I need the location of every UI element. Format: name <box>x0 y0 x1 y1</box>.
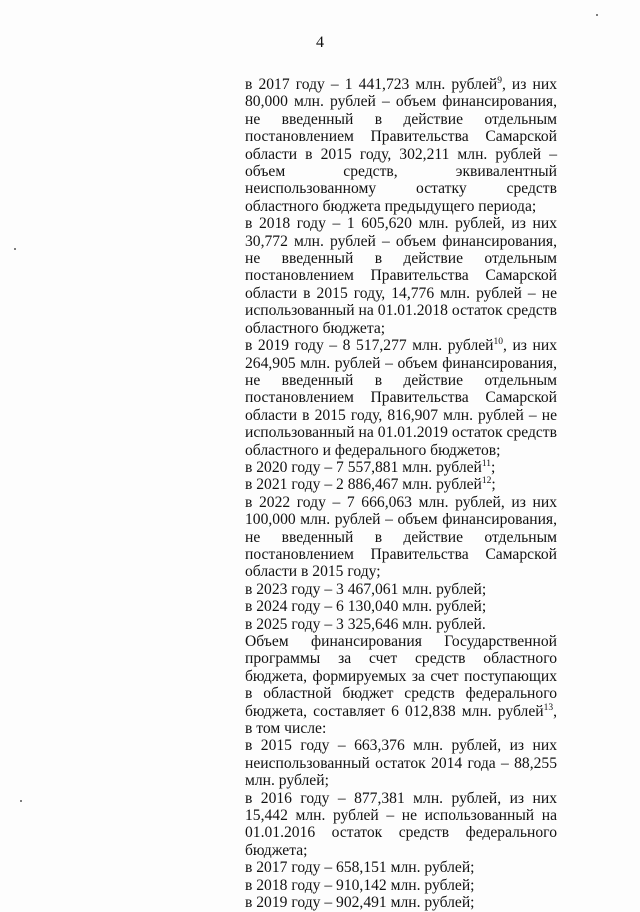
paragraph-text: в 2020 году – 7 557,881 млн. рублей <box>245 458 482 476</box>
paragraph <box>245 859 557 876</box>
paragraph-text: в 2023 году – 3 467,061 млн. рублей; <box>245 580 487 598</box>
paragraph <box>245 598 557 615</box>
paragraph <box>245 616 557 633</box>
paragraph-text: в 2017 году – 658,151 млн. рублей; <box>245 859 475 877</box>
paragraph-text: в 2015 году – 663,376 млн. рублей, из них неиспользованный остаток 2014 года – 88,255 млн. рублей; <box>245 737 557 790</box>
paragraph-text-continued: , из них 264,905 млн. рублей – объем финансирования, не введенный в действие отдельным постановлением Правительства Самарской области в 2015 году, 816,907 млн. рублей – не использованный на 01.01.2019 остаток средств областного и федерального бюджетов; <box>245 337 558 459</box>
scan-speck <box>596 14 598 16</box>
paragraph <box>245 581 557 598</box>
paragraph-text: в 2024 году – 6 130,040 млн. рублей; <box>245 598 487 616</box>
paragraph <box>245 877 557 894</box>
paragraph-text-continued: ; <box>491 458 496 476</box>
paragraph <box>245 737 557 789</box>
document-body <box>245 76 557 912</box>
paragraph-text-continued: , в том числе: <box>245 702 557 738</box>
paragraph <box>245 790 557 860</box>
page-number: 4 <box>316 34 324 51</box>
paragraph-text: в 2018 году – 1 605,620 млн. рублей, из них 30,772 млн. рублей – объем финансирования, не введенный в действие отдельным постановлением Правительства Самарской области в 2015 году, 14,776 млн. рублей – не использованный на 01.01.2018 остаток средств областного бюджета; <box>245 215 557 337</box>
paragraph <box>245 894 557 911</box>
paragraph-text: в 2021 году – 2 886,467 млн. рублей <box>245 476 482 494</box>
paragraph-text: в 2018 году – 910,142 млн. рублей; <box>245 876 475 894</box>
paragraph-text: в 2025 году – 3 325,646 млн. рублей. <box>245 615 486 633</box>
scan-speck <box>14 248 16 250</box>
paragraph-text: в 2022 году – 7 666,063 млн. рублей, из них 100,000 млн. рублей – объем финансирования, не введенный в действие отдельным постановлением Правительства Самарской области в 2015 году; <box>245 493 557 581</box>
paragraph <box>245 337 557 459</box>
paragraph <box>245 633 557 737</box>
paragraph <box>245 494 557 581</box>
paragraph-text: в 2019 году – 902,491 млн. рублей; <box>245 894 475 912</box>
paragraph <box>245 215 557 337</box>
paragraph-text-continued: , из них 80,000 млн. рублей – объем финансирования, не введенный в действие отдельным постановлением Правительства Самарской области в 2015 году, 302,211 млн. рублей – объем средств, эквивалентный неиспользованному остатку средств областного бюджета предыдущего периода; <box>245 76 557 215</box>
footnote-mark: 11 <box>481 458 492 469</box>
paragraph-text: в 2017 году – 1 441,723 млн. рублей <box>245 76 498 93</box>
scan-speck <box>20 800 22 802</box>
paragraph <box>245 76 557 215</box>
footnote-mark: 10 <box>493 336 503 347</box>
paragraph-text: в 2016 году – 877,381 млн. рублей, из них 15,442 млн. рублей – не использованный на 01.01.2016 остаток средств федерального бюджета; <box>245 789 557 859</box>
paragraph-text-continued: ; <box>491 476 496 494</box>
footnote-mark: 9 <box>497 75 502 86</box>
footnote-mark: 13 <box>543 702 554 713</box>
paragraph <box>245 459 557 476</box>
footnote-mark: 12 <box>481 476 492 487</box>
paragraph-text: Объем финансирования Государственной программы за счет средств областного бюджета, формируемых за счет поступающих в областной бюджет средств федерального бюджета, составляет 6 012,838 млн. рублей <box>245 633 557 720</box>
paragraph <box>245 476 557 493</box>
paragraph-text: в 2019 году – 8 517,277 млн. рублей <box>245 337 494 355</box>
